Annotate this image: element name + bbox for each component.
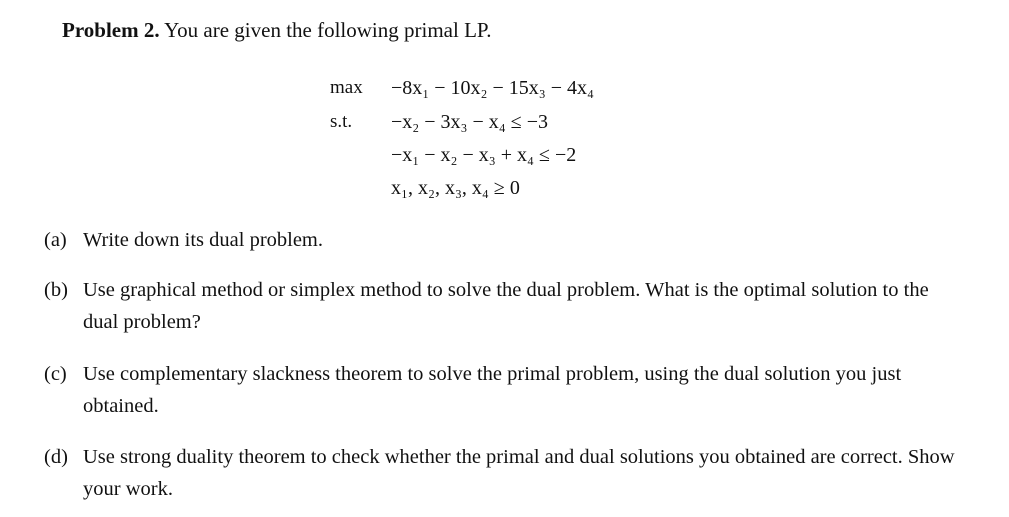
part-b-label: (b) — [44, 279, 68, 301]
problem-label: Problem 2. — [62, 18, 160, 42]
part-d-text: Use strong duality theorem to check whether the primal and dual solutions you obtained are correct. Show your work. — [83, 446, 955, 500]
constraint-2: −x₁ − x₂ − x₃ + x₄ ≤ −2 — [391, 144, 577, 166]
problem-intro: You are given the following primal LP. — [164, 18, 492, 42]
part-a-label: (a) — [44, 229, 67, 251]
constraint-1: −x₂ − 3x₃ − x₄ ≤ −3 — [391, 111, 549, 133]
objective-function: −8x₁ − 10x₂ − 15x₃ − 4x₄ — [391, 77, 595, 99]
part-c-label: (c) — [44, 363, 67, 385]
nonnegativity-constraint: x₁, x₂, x₃, x₄ ≥ 0 — [391, 177, 520, 199]
max-label: max — [330, 77, 363, 98]
part-a-text: Write down its dual problem. — [83, 229, 324, 251]
part-c-text: Use complementary slackness theorem to solve the primal problem, using the dual solution you just obtained. — [83, 363, 902, 417]
subject-to-label: s.t. — [330, 111, 353, 132]
part-d-label: (d) — [44, 446, 68, 468]
part-b-text: Use graphical method or simplex method to solve the dual problem. What is the optimal solution to the dual problem? — [83, 279, 929, 333]
